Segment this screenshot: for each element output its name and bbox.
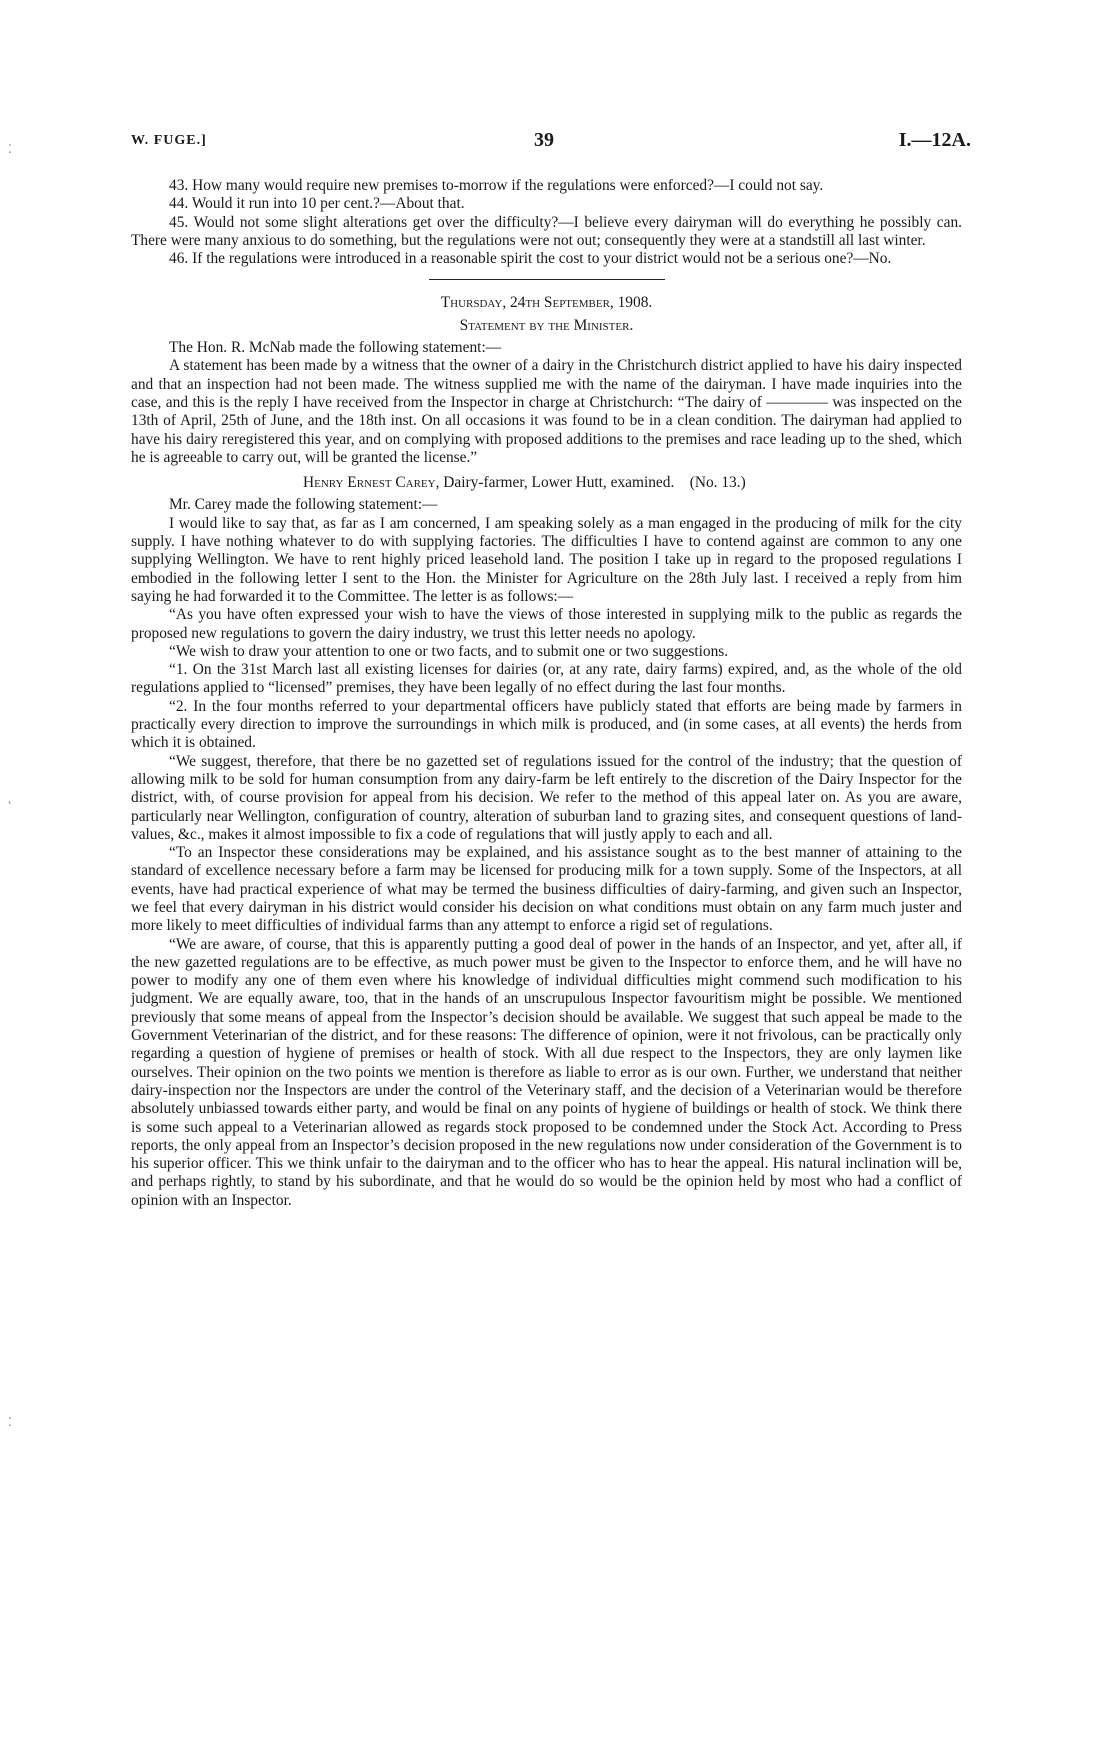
margin-mark: ˛: [8, 790, 12, 804]
margin-mark: ⁚: [8, 1415, 12, 1429]
witness-name: Henry Ernest Carey: [303, 474, 436, 492]
question-answer: 46. If the regulations were introduced in a reasonable spirit the cost to your district would not be a serious one?—No.: [169, 250, 892, 268]
letter-paragraph: “We are aware, of course, that this is apparently putting a good deal of power in the hands of an Inspector, and yet, after all, if the new gazetted regulations are to be effective, as much power must be given to the Inspector to enforce them, and he will have no power to modify any one of them even where his knowledge of individual difficulties might commend such modification to his judgment. We are equally aware, too, that in the hands of an unscrupulous Inspector favouritism might be possible. We mentioned previously that some means of appeal from the Inspector’s decision should be available. We suggest that such appeal be made to the Government Veterinarian of the district, and for these reasons: The difference of opinion, were it not frivolous, can be practically only regarding a question of hygiene of premises or health of stock. With all due respect to the Inspectors, they are only laymen like ourselves. Their opinion on the two points we mention is therefore as liable to error as is our own. Further, we understand that neither dairy-inspection nor the Inspectors are under the control of the Veterinary staff, and the decision of a Veterinarian would be therefore absolutely unbiassed towards either party, and would be final on any points of hygiene of buildings or health of stock. We think there is some such appeal to a Veterinarian allowed as regards stock proposed to be condemned under the Stock Act. According to Press reports, the only appeal from an Inspector’s decision proposed in the new regulations now under consideration of the Government is to his superior officer. This we think unfair to the dairyman and to the officer who has to hear the appeal. His natural inclination will be, and perhaps rightly, to stand by his subordinate, and that he would do so would be the opinion held by most who had a conflict of opinion with an Inspector.: [131, 935, 962, 1209]
margin-mark: ⁚: [8, 142, 12, 156]
section-heading: Statement by the Minister.: [459, 316, 634, 334]
question-answer: 45. Would not some slight alterations get over the difficulty?—I believe every dairyman will do everything he possibly can. There were many anxious to do something, but the regulations were not out; consequently they were at a standstill all last winter.: [131, 213, 963, 249]
witness-description: , Dairy-farmer, Lower Hutt, examined.: [435, 474, 675, 492]
letter-paragraph: “As you have often expressed your wish to have the views of those interested in supplying milk to the public as regards the proposed new regulations to govern the dairy industry, we trust this letter needs no apology.: [131, 606, 962, 642]
question-answer: 43. How many would require new premises to-morrow if the regulations were enforced?—I could not say.: [169, 177, 824, 194]
running-head-left: W. FUGE.]: [131, 133, 207, 148]
minister-intro: The Hon. R. McNab made the following statement:—: [169, 339, 502, 357]
carey-intro: Mr. Carey made the following statement:—: [169, 496, 438, 514]
witness-number: (No. 13.): [689, 474, 746, 492]
page-number: 39: [534, 129, 554, 151]
section-divider: [429, 279, 665, 280]
letter-paragraph: “To an Inspector these considerations may be explained, and his assistance sought as to the best manner of attaining to the standard of excellence necessary before a farm may be licensed for producing milk for a town supply. Some of the Inspectors, at all events, have had practical experience of what may be termed the business difficulties of dairy-farming, and given such an Inspector, we feel that every dairyman in his district would consider his decision on what conditions must obtain on any farm much juster and more likely to meet difficulties of individual farms than any attempt to enforce a rigid set of regulations.: [131, 844, 962, 935]
document-body: [131, 177, 962, 1210]
document-reference: I.—12A.: [898, 129, 971, 151]
witness-heading: [131, 474, 962, 492]
carey-statement: I would like to say that, as far as I am concerned, I am speaking solely as a man engaged in the producing of milk for the city supply. I have nothing whatever to do with supplying factories. The difficulties I have to contend against are common to any one supplying Wellington. We have to rent highly priced leasehold land. The position I take up in regard to the proposed regulations I embodied in the following letter I sent to the Hon. the Minister for Agriculture on the 28th July last. I received a reply from him saying he had forwarded it to the Committee. The letter is as follows:—: [131, 514, 962, 605]
letter-paragraph: “1. On the 31st March last all existing licenses for dairies (or, at any rate, dairy farms) expired, and, as the whole of the old regulations applied to “licensed” premises, they have been legally of no effect during the last four months.: [131, 661, 962, 697]
minister-statement: A statement has been made by a witness that the owner of a dairy in the Christchurch district applied to have his dairy inspected and that an inspection had not been made. The witness supplied me with the name of the dairyman. I have made inquiries into the case, and this is the reply I have received from the Inspector in charge at Christchurch: “The dairy of ———— was inspected on the 13th of April, 25th of June, and the 18th inst. On all occasions it was found to be in a clean condition. The dairyman had applied to have his dairy reregistered this year, and on complying with proposed additions to the premises and race leading up to the shed, which he is agreeable to carry out, will be granted the license.”: [131, 357, 962, 466]
date-heading: Thursday, 24th September, 1908.: [440, 294, 653, 312]
question-answer: 44. Would it run into 10 per cent.?—About that.: [169, 195, 465, 213]
letter-paragraph: “2. In the four months referred to your departmental officers have publicly stated that efforts are being made by farmers in practically every direction to improve the surroundings in which milk is produced, and (in some cases, at all events) the herds from which it is obtained.: [131, 697, 962, 752]
letter-paragraph: “We wish to draw your attention to one or two facts, and to submit one or two suggestions.: [169, 642, 729, 660]
letter-paragraph: “We suggest, therefore, that there be no gazetted set of regulations issued for the control of the industry; that the question of allowing milk to be sold for human consumption from any dairy-farm be left entirely to the discretion of the Dairy Inspector for the district, with, of course provision for appeal from his decision. We refer to the method of this appeal later on. As you are aware, particularly near Wellington, configuration of country, alteration of suburban land to grazing sites, and consequent questions of land-values, &c., makes it almost impossible to fix a code of regulations that will justly apply to each and all.: [131, 752, 962, 843]
